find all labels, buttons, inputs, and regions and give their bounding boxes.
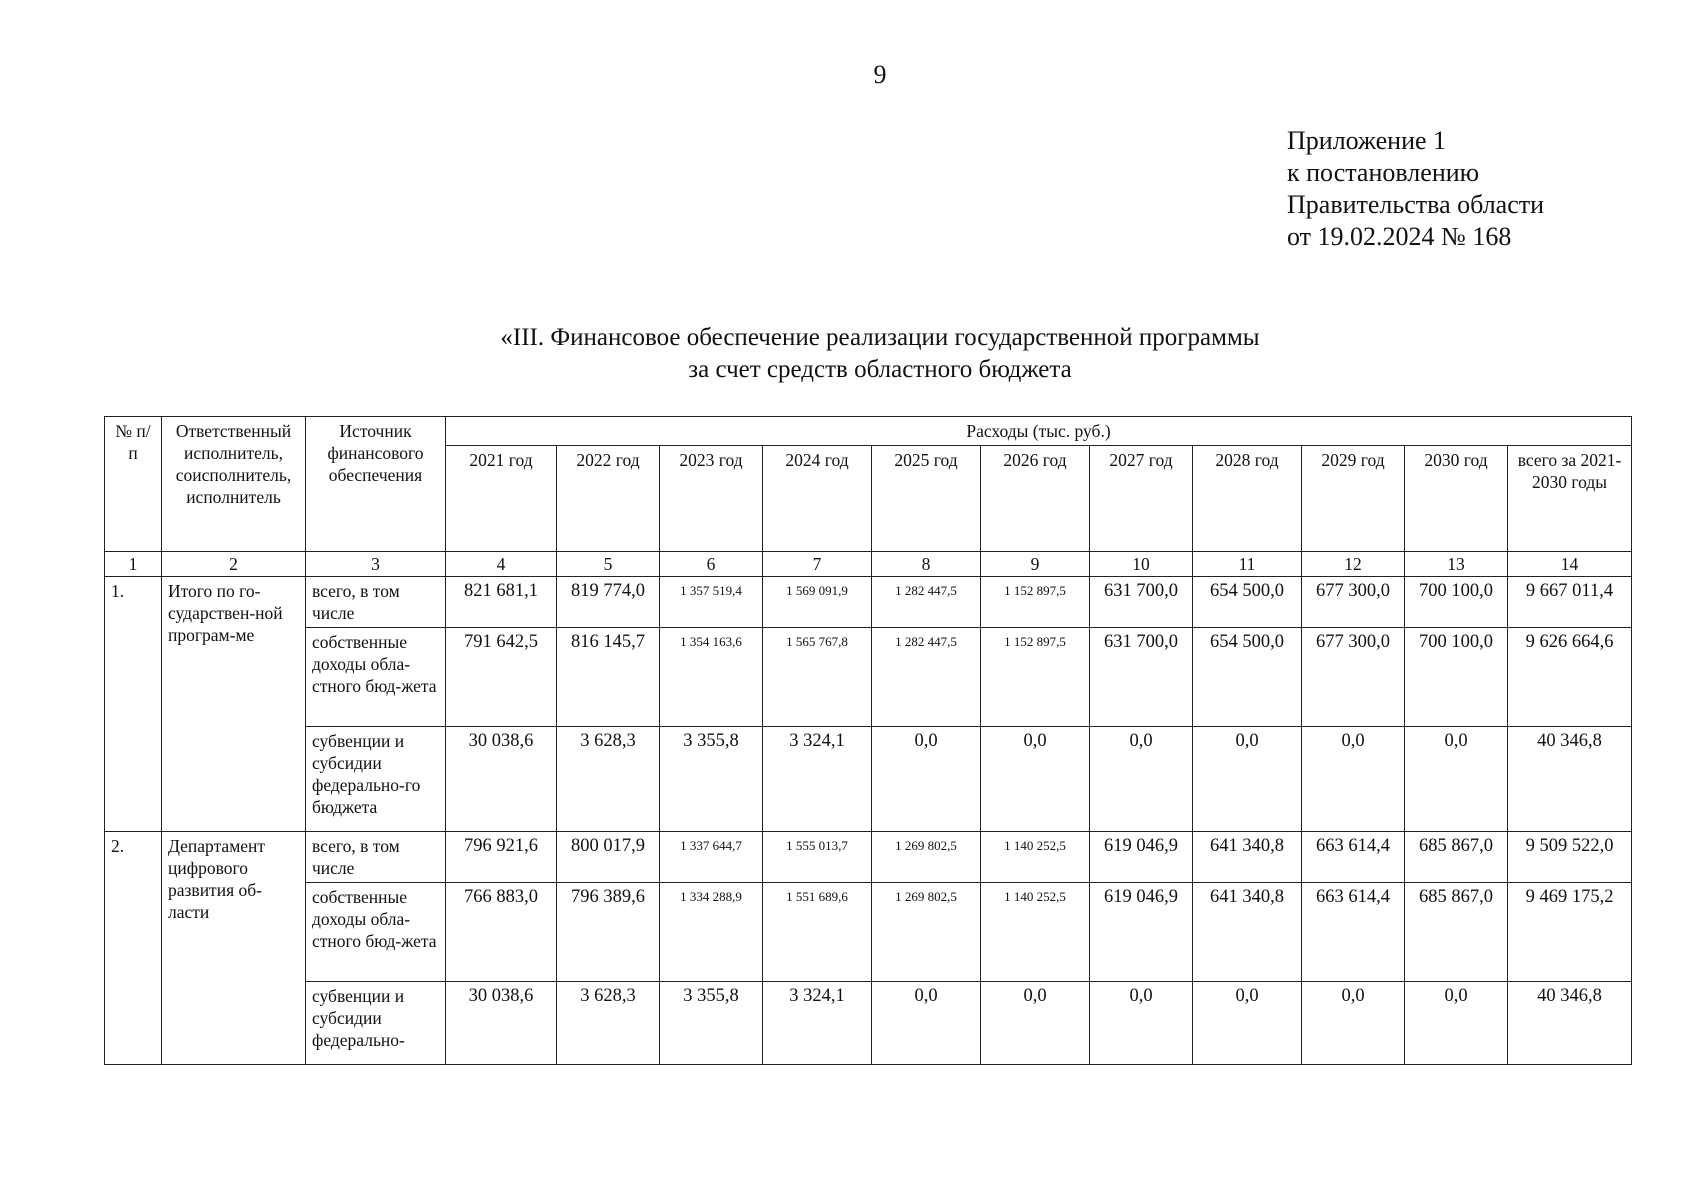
value-cell: 0,0 bbox=[1193, 982, 1302, 1065]
column-number: 1 bbox=[105, 552, 162, 577]
value-cell: 3 324,1 bbox=[763, 982, 872, 1065]
value-cell: 1 140 252,5 bbox=[981, 883, 1090, 982]
value-cell: 3 324,1 bbox=[763, 727, 872, 832]
header-num: № п/п bbox=[105, 417, 162, 552]
value-cell: 1 282 447,5 bbox=[872, 577, 981, 628]
value-cell: 1 357 519,4 bbox=[660, 577, 763, 628]
title-line: «III. Финансовое обеспечение реализации государственной программы bbox=[500, 324, 1260, 351]
column-number: 3 bbox=[306, 552, 446, 577]
value-cell: 677 300,0 bbox=[1302, 577, 1405, 628]
column-number: 14 bbox=[1508, 552, 1632, 577]
table-row bbox=[105, 577, 1632, 628]
value-cell: 631 700,0 bbox=[1090, 577, 1193, 628]
column-number: 7 bbox=[763, 552, 872, 577]
value-cell: 30 038,6 bbox=[446, 982, 557, 1065]
value-cell: 1 152 897,5 bbox=[981, 577, 1090, 628]
value-cell: 654 500,0 bbox=[1193, 628, 1302, 727]
value-cell: 0,0 bbox=[872, 727, 981, 832]
value-cell: 663 614,4 bbox=[1302, 883, 1405, 982]
value-cell: 816 145,7 bbox=[557, 628, 660, 727]
column-number-row bbox=[105, 552, 1632, 577]
appendix-line: Приложение 1 bbox=[1287, 126, 1447, 155]
value-cell: 30 038,6 bbox=[446, 727, 557, 832]
document-title bbox=[0, 322, 1697, 386]
header-year: 2028 год bbox=[1193, 446, 1302, 552]
header-source: Источник финансового обеспечения bbox=[306, 417, 446, 552]
value-cell: 685 867,0 bbox=[1405, 883, 1508, 982]
total-cell: 9 667 011,4 bbox=[1508, 577, 1632, 628]
column-number: 6 bbox=[660, 552, 763, 577]
source-cell: всего, в том числе bbox=[306, 577, 446, 628]
value-cell: 641 340,8 bbox=[1193, 832, 1302, 883]
header-executor: Ответственный исполнитель, соисполнитель, исполнитель bbox=[162, 417, 306, 552]
value-cell: 1 551 689,6 bbox=[763, 883, 872, 982]
value-cell: 0,0 bbox=[1090, 727, 1193, 832]
column-number: 12 bbox=[1302, 552, 1405, 577]
value-cell: 3 628,3 bbox=[557, 982, 660, 1065]
value-cell: 0,0 bbox=[1405, 727, 1508, 832]
column-number: 4 bbox=[446, 552, 557, 577]
appendix-line: Правительства области bbox=[1287, 190, 1545, 219]
value-cell: 0,0 bbox=[1090, 982, 1193, 1065]
column-number: 10 bbox=[1090, 552, 1193, 577]
table-row bbox=[105, 883, 1632, 982]
value-cell: 0,0 bbox=[1302, 727, 1405, 832]
value-cell: 1 269 802,5 bbox=[872, 832, 981, 883]
value-cell: 819 774,0 bbox=[557, 577, 660, 628]
header-year: 2025 год bbox=[872, 446, 981, 552]
header-year: 2024 год bbox=[763, 446, 872, 552]
table-row bbox=[105, 982, 1632, 1065]
value-cell: 821 681,1 bbox=[446, 577, 557, 628]
row-number: 2. bbox=[105, 832, 162, 1065]
column-number: 11 bbox=[1193, 552, 1302, 577]
header-year: 2027 год bbox=[1090, 446, 1193, 552]
total-cell: 9 626 664,6 bbox=[1508, 628, 1632, 727]
value-cell: 1 555 013,7 bbox=[763, 832, 872, 883]
header-year: 2030 год bbox=[1405, 446, 1508, 552]
total-cell: 40 346,8 bbox=[1508, 982, 1632, 1065]
appendix-line: к постановлению bbox=[1287, 158, 1480, 187]
value-cell: 0,0 bbox=[1302, 982, 1405, 1065]
table-row bbox=[105, 628, 1632, 727]
value-cell: 1 269 802,5 bbox=[872, 883, 981, 982]
value-cell: 631 700,0 bbox=[1090, 628, 1193, 727]
header-year: 2023 год bbox=[660, 446, 763, 552]
executor-name: Итого по го-сударствен-ной програм-ме bbox=[162, 577, 306, 832]
page-number: 9 bbox=[873, 60, 887, 89]
value-cell: 1 152 897,5 bbox=[981, 628, 1090, 727]
header-year: 2021 год bbox=[446, 446, 557, 552]
source-cell: собственные доходы обла-стного бюд-жета bbox=[306, 883, 446, 982]
table-row bbox=[105, 727, 1632, 832]
value-cell: 700 100,0 bbox=[1405, 628, 1508, 727]
header-year: 2022 год bbox=[557, 446, 660, 552]
source-cell: собственные доходы обла-стного бюд-жета bbox=[306, 628, 446, 727]
value-cell: 796 389,6 bbox=[557, 883, 660, 982]
value-cell: 791 642,5 bbox=[446, 628, 557, 727]
appendix-line: от 19.02.2024 № 168 bbox=[1287, 222, 1512, 251]
source-cell: субвенции и субсидии федерально- bbox=[306, 982, 446, 1065]
value-cell: 0,0 bbox=[981, 982, 1090, 1065]
value-cell: 654 500,0 bbox=[1193, 577, 1302, 628]
value-cell: 1 140 252,5 bbox=[981, 832, 1090, 883]
value-cell: 3 355,8 bbox=[660, 727, 763, 832]
column-number: 9 bbox=[981, 552, 1090, 577]
value-cell: 0,0 bbox=[981, 727, 1090, 832]
value-cell: 677 300,0 bbox=[1302, 628, 1405, 727]
header-year: 2029 год bbox=[1302, 446, 1405, 552]
value-cell: 619 046,9 bbox=[1090, 832, 1193, 883]
value-cell: 0,0 bbox=[1193, 727, 1302, 832]
value-cell: 641 340,8 bbox=[1193, 883, 1302, 982]
executor-name: Департамент цифрового развития об-ласти bbox=[162, 832, 306, 1065]
table-row bbox=[105, 832, 1632, 883]
total-cell: 40 346,8 bbox=[1508, 727, 1632, 832]
value-cell: 0,0 bbox=[872, 982, 981, 1065]
value-cell: 1 565 767,8 bbox=[763, 628, 872, 727]
row-number: 1. bbox=[105, 577, 162, 832]
value-cell: 800 017,9 bbox=[557, 832, 660, 883]
value-cell: 3 628,3 bbox=[557, 727, 660, 832]
value-cell: 1 334 288,9 bbox=[660, 883, 763, 982]
value-cell: 700 100,0 bbox=[1405, 577, 1508, 628]
column-number: 5 bbox=[557, 552, 660, 577]
value-cell: 766 883,0 bbox=[446, 883, 557, 982]
source-cell: всего, в том числе bbox=[306, 832, 446, 883]
column-number: 13 bbox=[1405, 552, 1508, 577]
header-expenses: Расходы (тыс. руб.) bbox=[446, 417, 1632, 446]
column-number: 2 bbox=[162, 552, 306, 577]
value-cell: 3 355,8 bbox=[660, 982, 763, 1065]
total-cell: 9 469 175,2 bbox=[1508, 883, 1632, 982]
value-cell: 796 921,6 bbox=[446, 832, 557, 883]
financing-table bbox=[104, 416, 1632, 1065]
value-cell: 663 614,4 bbox=[1302, 832, 1405, 883]
title-line: за счет средств областного бюджета bbox=[688, 356, 1072, 383]
header-total: всего за 2021-2030 годы bbox=[1508, 446, 1632, 552]
value-cell: 1 569 091,9 bbox=[763, 577, 872, 628]
value-cell: 1 354 163,6 bbox=[660, 628, 763, 727]
value-cell: 1 337 644,7 bbox=[660, 832, 763, 883]
value-cell: 1 282 447,5 bbox=[872, 628, 981, 727]
value-cell: 619 046,9 bbox=[1090, 883, 1193, 982]
value-cell: 0,0 bbox=[1405, 982, 1508, 1065]
column-number: 8 bbox=[872, 552, 981, 577]
value-cell: 685 867,0 bbox=[1405, 832, 1508, 883]
header-year: 2026 год bbox=[981, 446, 1090, 552]
total-cell: 9 509 522,0 bbox=[1508, 832, 1632, 883]
appendix-block bbox=[1287, 125, 1544, 253]
source-cell: субвенции и субсидии федерально-го бюджета bbox=[306, 727, 446, 832]
